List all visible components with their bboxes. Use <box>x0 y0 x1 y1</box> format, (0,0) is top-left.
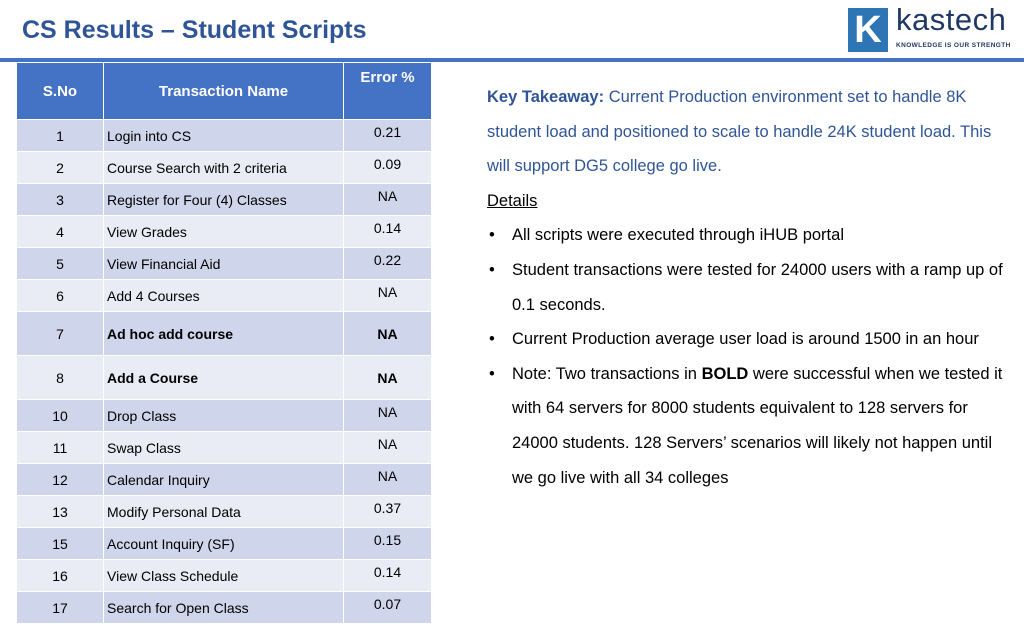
bullet-text: All scripts were executed through iHUB portal <box>512 226 844 245</box>
row-sno: 2 <box>17 152 104 184</box>
row-sno: 8 <box>17 356 104 400</box>
header-transaction-name: Transaction Name <box>104 63 344 120</box>
header-error-percent: Error % <box>344 63 432 120</box>
key-takeaway-label: Key Takeaway: <box>487 88 605 106</box>
row-error: 0.14 <box>344 560 432 592</box>
list-item <box>487 322 1007 357</box>
row-sno: 17 <box>17 592 104 624</box>
row-transaction-name: Modify Personal Data <box>104 496 344 528</box>
row-transaction-name: Add a Course <box>104 356 344 400</box>
row-transaction-name: Search for Open Class <box>104 592 344 624</box>
table-row <box>17 216 432 248</box>
row-error: NA <box>344 432 432 464</box>
row-sno: 13 <box>17 496 104 528</box>
bullet-icon: • <box>489 330 495 349</box>
row-transaction-name: Course Search with 2 criteria <box>104 152 344 184</box>
row-sno: 15 <box>17 528 104 560</box>
key-takeaway-text: Current Production environment set to handle 8K student load and positioned to scale to handle 24K student load. This will support DG5 college go live. <box>487 88 992 176</box>
row-error: NA <box>344 464 432 496</box>
row-error: 0.15 <box>344 528 432 560</box>
table-row <box>17 280 432 312</box>
row-error: 0.09 <box>344 152 432 184</box>
results-table <box>16 62 432 624</box>
row-error: 0.07 <box>344 592 432 624</box>
row-sno: 4 <box>17 216 104 248</box>
list-item <box>487 253 1007 322</box>
logo-k-icon: K <box>848 8 888 52</box>
row-error: 0.37 <box>344 496 432 528</box>
row-transaction-name: Login into CS <box>104 120 344 152</box>
note-before: Note: Two transactions in <box>512 364 697 383</box>
row-transaction-name: Ad hoc add course <box>104 312 344 356</box>
row-transaction-name: View Grades <box>104 216 344 248</box>
key-takeaway <box>487 80 1007 184</box>
bullet-text: Student transactions were tested for 24000 users with a ramp up of 0.1 seconds. <box>512 260 1003 314</box>
row-sno: 5 <box>17 248 104 280</box>
table-row <box>17 432 432 464</box>
row-sno: 11 <box>17 432 104 464</box>
note-after: were successful when we tested it with 64 servers for 8000 students equivalent to 128 servers for 24000 students. 128 Servers’ scenarios will likely not happen until we go live with all 34 colleges <box>512 364 1003 487</box>
list-item <box>487 357 1007 495</box>
page-title: CS Results – Student Scripts <box>22 16 367 44</box>
row-error: 0.22 <box>344 248 432 280</box>
logo-name: kastech <box>896 2 1007 37</box>
note-bold: BOLD <box>701 364 749 383</box>
table-row <box>17 120 432 152</box>
row-transaction-name: View Financial Aid <box>104 248 344 280</box>
row-error: 0.21 <box>344 120 432 152</box>
bullet-icon: • <box>489 364 495 383</box>
table-row <box>17 592 432 624</box>
row-transaction-name: View Class Schedule <box>104 560 344 592</box>
row-error: NA <box>344 400 432 432</box>
row-sno: 16 <box>17 560 104 592</box>
table-row <box>17 312 432 356</box>
table-row <box>17 528 432 560</box>
key-takeaway-panel <box>487 80 1007 495</box>
table-row <box>17 356 432 400</box>
table-row <box>17 152 432 184</box>
row-sno: 10 <box>17 400 104 432</box>
row-error: NA <box>344 356 432 400</box>
bullet-icon: • <box>489 226 495 245</box>
details-heading: Details <box>487 191 538 210</box>
table-row <box>17 464 432 496</box>
list-item <box>487 218 1007 253</box>
logo-tagline: KNOWLEDGE IS OUR STRENGTH <box>896 42 1011 49</box>
row-error: NA <box>344 280 432 312</box>
table-row <box>17 400 432 432</box>
header-sno: S.No <box>17 63 104 120</box>
row-error: NA <box>344 312 432 356</box>
row-sno: 6 <box>17 280 104 312</box>
row-error: 0.14 <box>344 216 432 248</box>
table-header-row <box>17 63 432 120</box>
row-transaction-name: Drop Class <box>104 400 344 432</box>
bullet-text: Current Production average user load is around 1500 in an hour <box>512 330 979 349</box>
table-row <box>17 248 432 280</box>
row-transaction-name: Calendar Inquiry <box>104 464 344 496</box>
table-row <box>17 496 432 528</box>
row-sno: 3 <box>17 184 104 216</box>
bullet-icon: • <box>489 260 495 279</box>
row-sno: 7 <box>17 312 104 356</box>
details-list <box>487 218 1007 495</box>
row-sno: 1 <box>17 120 104 152</box>
row-transaction-name: Swap Class <box>104 432 344 464</box>
row-transaction-name: Register for Four (4) Classes <box>104 184 344 216</box>
row-sno: 12 <box>17 464 104 496</box>
row-transaction-name: Add 4 Courses <box>104 280 344 312</box>
kastech-logo <box>848 2 1011 54</box>
table-row <box>17 184 432 216</box>
row-error: NA <box>344 184 432 216</box>
row-transaction-name: Account Inquiry (SF) <box>104 528 344 560</box>
